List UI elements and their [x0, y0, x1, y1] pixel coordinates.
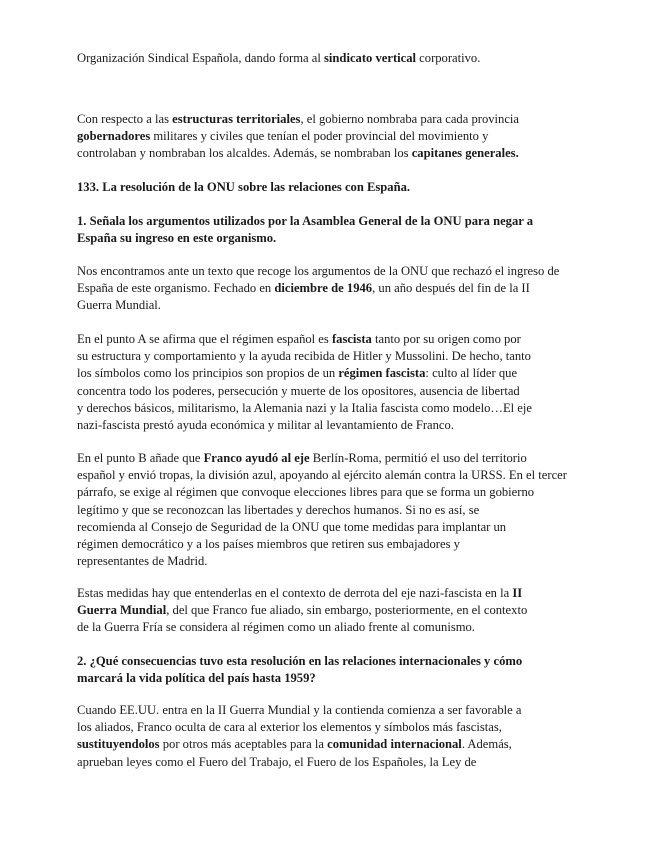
question-2-heading	[77, 653, 577, 687]
text-line	[77, 383, 577, 400]
text-run: nazi-fascista prestó ayuda económica y militar al levantamiento de Franco.	[77, 418, 454, 433]
text-line	[77, 467, 577, 484]
text-run: los aliados, Franco oculta de cara al exterior los elementos y símbolos más fascistas,	[77, 720, 502, 735]
text-run: tanto por su origen como por	[371, 332, 521, 346]
text-line	[77, 754, 577, 771]
text-line	[77, 213, 577, 230]
paragraph-contexto	[77, 585, 577, 637]
text-line	[77, 111, 577, 128]
text-run: Cuando EE.UU. entra en la II Guerra Mundial y la contienda comienza a ser favorable a	[77, 703, 522, 717]
bold-text: sindicato vertical	[324, 51, 417, 65]
text-line	[77, 280, 577, 297]
text-line	[77, 602, 577, 619]
text-run: régimen democrático y a los países miembros que retiren sus embajadores y	[77, 537, 460, 552]
paragraph-punto-b	[77, 450, 577, 570]
text-run: Guerra Mundial.	[77, 298, 161, 313]
text-line	[77, 736, 577, 753]
bold-text: sustituyendolos	[77, 737, 160, 752]
paragraph-estructuras	[77, 111, 577, 163]
text-run: representantes de Madrid.	[77, 554, 208, 569]
paragraph-organizacion	[77, 50, 577, 67]
text-run: y derechos básicos, militarismo, la Alemania nazi y la Italia fascista como modelo…El eje	[77, 400, 532, 415]
text-run: Berlín-Roma, permitió el uso del territorio	[309, 451, 527, 465]
bold-text: España su ingreso en este organismo.	[77, 231, 277, 246]
text-run: En el punto B añade que	[77, 451, 204, 465]
text-run: Nos encontramos ante un texto que recoge los argumentos de la ONU que rechazó el ingreso de	[77, 264, 560, 278]
text-run: de la Guerra Fría se considera al régimen como un aliado frente al comunismo.	[77, 620, 475, 635]
question-1-heading	[77, 213, 577, 247]
bold-text: 2. ¿Qué consecuencias tuvo esta resolución en las relaciones internacionales y cómo	[77, 654, 523, 668]
text-run: aprueban leyes como el Fuero del Trabajo, el Fuero de los Españoles, la Ley de	[77, 754, 477, 769]
text-run: controlaban y nombraban los alcaldes. Además, se nombraban los	[77, 146, 412, 161]
text-line	[77, 331, 577, 348]
text-line	[77, 230, 577, 247]
text-run: : culto al líder que	[425, 366, 518, 381]
text-run: párrafo, se exige al régimen que convoque elecciones libres para que se forma un gobierno	[77, 485, 535, 500]
bold-text: 1. Señala los argumentos utilizados por la Asamblea General de la ONU para negar a	[77, 214, 534, 228]
paragraph-introduccion	[77, 263, 577, 315]
text-run: corporativo.	[416, 51, 481, 65]
text-run: militares y civiles que tenían el poder provincial del movimiento y	[150, 129, 489, 144]
text-line	[77, 145, 577, 162]
text-line	[77, 348, 577, 365]
text-line	[77, 297, 577, 314]
bold-text: Franco ayudó al eje	[203, 451, 310, 465]
bold-text: 133. La resolución de la ONU sobre las relaciones con España.	[77, 180, 411, 194]
text-run: legítimo y que se reconozcan las libertades y derechos humanos. Si no es así, se	[77, 502, 480, 517]
text-run: recomienda al Consejo de Seguridad de la ONU que tome medidas para implantar un	[77, 519, 507, 534]
text-line	[77, 50, 577, 67]
section-heading-133	[77, 179, 577, 196]
text-line	[77, 484, 577, 501]
text-run: , el gobierno nombraba para cada provincia	[300, 112, 520, 126]
text-line	[77, 670, 577, 687]
text-line	[77, 450, 577, 467]
text-run: su estructura y comportamiento y la ayuda recibida de Hitler y Mussolini. De hecho, tanto	[77, 349, 531, 364]
bold-text: diciembre de 1946	[274, 281, 373, 296]
text-line	[77, 417, 577, 434]
text-line	[77, 702, 577, 719]
bold-text: fascista	[331, 332, 372, 346]
paragraph-punto-a	[77, 331, 577, 434]
bold-text: gobernadores	[77, 129, 151, 144]
bold-text: II	[512, 586, 523, 600]
bold-text: marcará la vida política del país hasta 1959?	[77, 671, 316, 686]
text-line	[77, 179, 577, 196]
text-line	[77, 365, 577, 382]
text-line	[77, 400, 577, 417]
text-line	[77, 263, 577, 280]
text-run: concentra todo los poderes, persecución y muerte de los opositores, ausencia de libertad	[77, 383, 520, 398]
bold-text: estructuras territoriales	[172, 112, 301, 126]
text-line	[77, 619, 577, 636]
bold-text: comunidad internacional	[327, 737, 462, 752]
text-run: , un año después del fin de la II	[372, 281, 530, 296]
text-line	[77, 585, 577, 602]
text-run: por otros más aceptables para la	[159, 737, 328, 752]
text-line	[77, 536, 577, 553]
bold-text: régimen fascista	[338, 366, 426, 381]
text-run: Organización Sindical Española, dando forma al	[77, 51, 325, 65]
text-run: los símbolos como los principios son propios de un	[77, 366, 339, 381]
text-line	[77, 553, 577, 570]
text-run: . Además,	[461, 737, 512, 752]
text-line	[77, 719, 577, 736]
text-run: , del que Franco fue aliado, sin embargo, posteriormente, en el contexto	[166, 603, 528, 618]
text-line	[77, 502, 577, 519]
bold-text: capitanes generales.	[411, 146, 519, 161]
text-run: Estas medidas hay que entenderlas en el contexto de derrota del eje nazi-fascista en la	[77, 586, 513, 600]
text-run: España de este organismo. Fechado en	[77, 281, 275, 296]
text-line	[77, 128, 577, 145]
text-run: Con respecto a las	[77, 112, 173, 126]
bold-text: Guerra Mundial	[77, 603, 167, 618]
text-line	[77, 653, 577, 670]
text-line	[77, 519, 577, 536]
text-run: En el punto A se afirma que el régimen español es	[77, 332, 332, 346]
text-run: español y envió tropas, la división azul, apoyando al ejército alemán contra la URSS. En el tercer	[77, 468, 567, 483]
paragraph-consecuencias	[77, 702, 577, 771]
